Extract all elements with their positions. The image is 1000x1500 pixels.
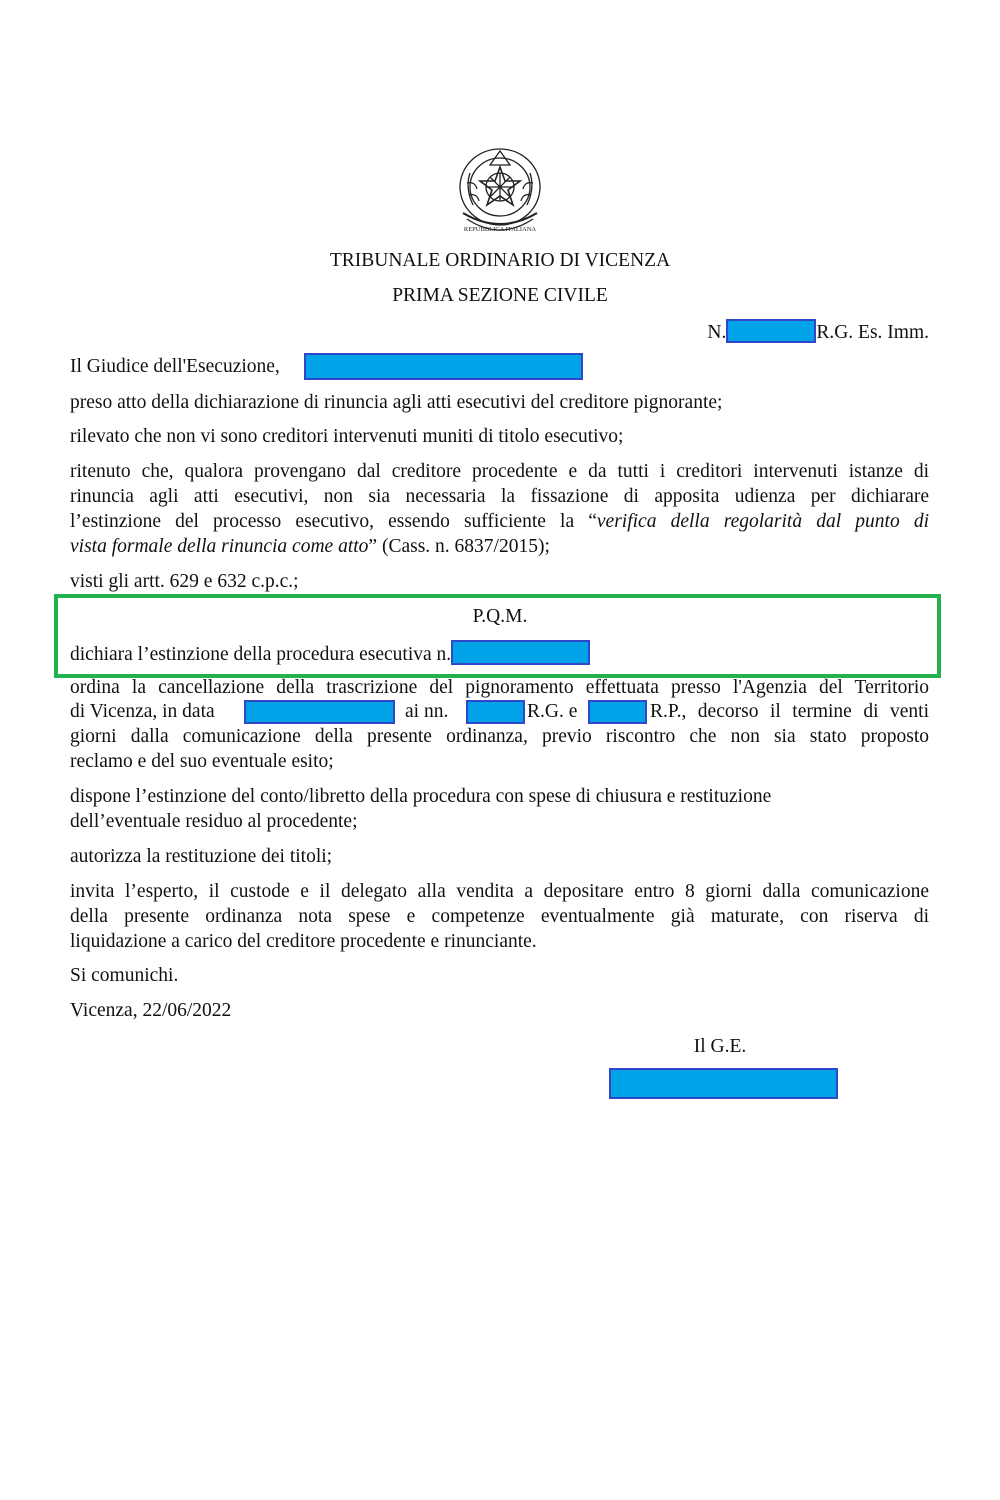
- p3-l3-normal: l’estinzione del processo esecutivo, essendo sufficiente la “: [70, 511, 597, 532]
- paragraph-considered-l1: ritenuto che, qualora provengano dal creditore procedente e da tutti i creditori intervenuti istanze di: [70, 461, 929, 482]
- paragraph-considered-l4: [70, 535, 550, 559]
- section-name: PRIMA SEZIONE CIVILE: [392, 285, 608, 306]
- redaction-procedure-number: [451, 640, 590, 665]
- order-l2-nn: ai nn.: [405, 701, 449, 722]
- redaction-case-number: [726, 319, 816, 343]
- signature-label: Il G.E.: [693, 1036, 747, 1057]
- emblem-of-italy-icon: [455, 143, 545, 238]
- judge-intro: Il Giudice dell'Esecuzione,: [70, 356, 280, 377]
- declaration-text: dichiara l’estinzione della procedura esecutiva n.: [70, 644, 452, 665]
- redaction-signature-name: [609, 1068, 838, 1099]
- judge-intro-line: [70, 355, 280, 379]
- pqm-heading: P.Q.M.: [472, 606, 528, 627]
- order-l2-date-label: di Vicenza, in data: [70, 701, 215, 722]
- order-l4: reclamo e del suo eventuale esito;: [70, 751, 334, 772]
- order-l1: ordina la cancellazione della trascrizione del pignoramento effettuata presso l'Agenzia del Territorio: [70, 677, 929, 698]
- redaction-rg-number: [466, 700, 525, 724]
- court-name: TRIBUNALE ORDINARIO DI VICENZA: [329, 250, 671, 271]
- place-date: Vicenza, 22/06/2022: [70, 1000, 232, 1021]
- titles-paragraph: autorizza la restituzione dei titoli;: [70, 846, 333, 867]
- order-l2-rg: R.G. e: [527, 701, 578, 722]
- case-prefix: N.: [707, 322, 727, 343]
- paragraph-no-creditors: rilevato che non vi sono creditori intervenuti muniti di titolo esecutivo;: [70, 426, 624, 447]
- emblem-ring-text: REPUBBLICA ITALIANA: [463, 226, 537, 233]
- p3-l4-normal: ” (Cass. n. 6837/2015);: [368, 536, 550, 557]
- notify-line: Si comunichi.: [70, 965, 179, 986]
- invite-l3: liquidazione a carico del creditore procedente e rinunciante.: [70, 931, 537, 952]
- invite-l2: della presente ordinanza nota spese e competenze eventualmente già maturate, con riserva di: [70, 906, 929, 927]
- p3-l4-italic: vista formale della rinuncia come atto: [70, 536, 369, 557]
- case-suffix: R.G. Es. Imm.: [816, 322, 929, 343]
- paragraph-considered-l2: rinuncia agli atti esecutivi, non sia necessaria la fissazione di apposita udienza per dichiarare: [70, 486, 929, 507]
- invite-l1: invita l’esperto, il custode e il delegato alla vendita a depositare entro 8 giorni dalla comunicazione: [70, 881, 929, 902]
- redaction-rp-number: [588, 700, 647, 724]
- account-l1: dispone l’estinzione del conto/libretto della procedura con spese di chiusura e restituzione: [70, 786, 772, 807]
- paragraph-articles: visti gli artt. 629 e 632 c.p.c.;: [70, 571, 299, 592]
- account-l2: dell’eventuale residuo al procedente;: [70, 811, 358, 832]
- redaction-date: [244, 700, 395, 724]
- order-l3: giorni dalla comunicazione della presente ordinanza, previo riscontro che non sia stato proposto: [70, 726, 929, 747]
- order-l2-rest: R.P., decorso il termine di venti: [650, 701, 929, 722]
- paragraph-considered-l3: [70, 510, 929, 535]
- p3-l3-italic: verifica della regolarità dal punto di: [596, 511, 929, 532]
- paragraph-acknowledgement: preso atto della dichiarazione di rinuncia agli atti esecutivi del creditore pignorante;: [70, 392, 723, 413]
- declaration-line: [70, 640, 590, 667]
- case-number: [707, 319, 929, 345]
- redaction-judge-name: [304, 353, 583, 380]
